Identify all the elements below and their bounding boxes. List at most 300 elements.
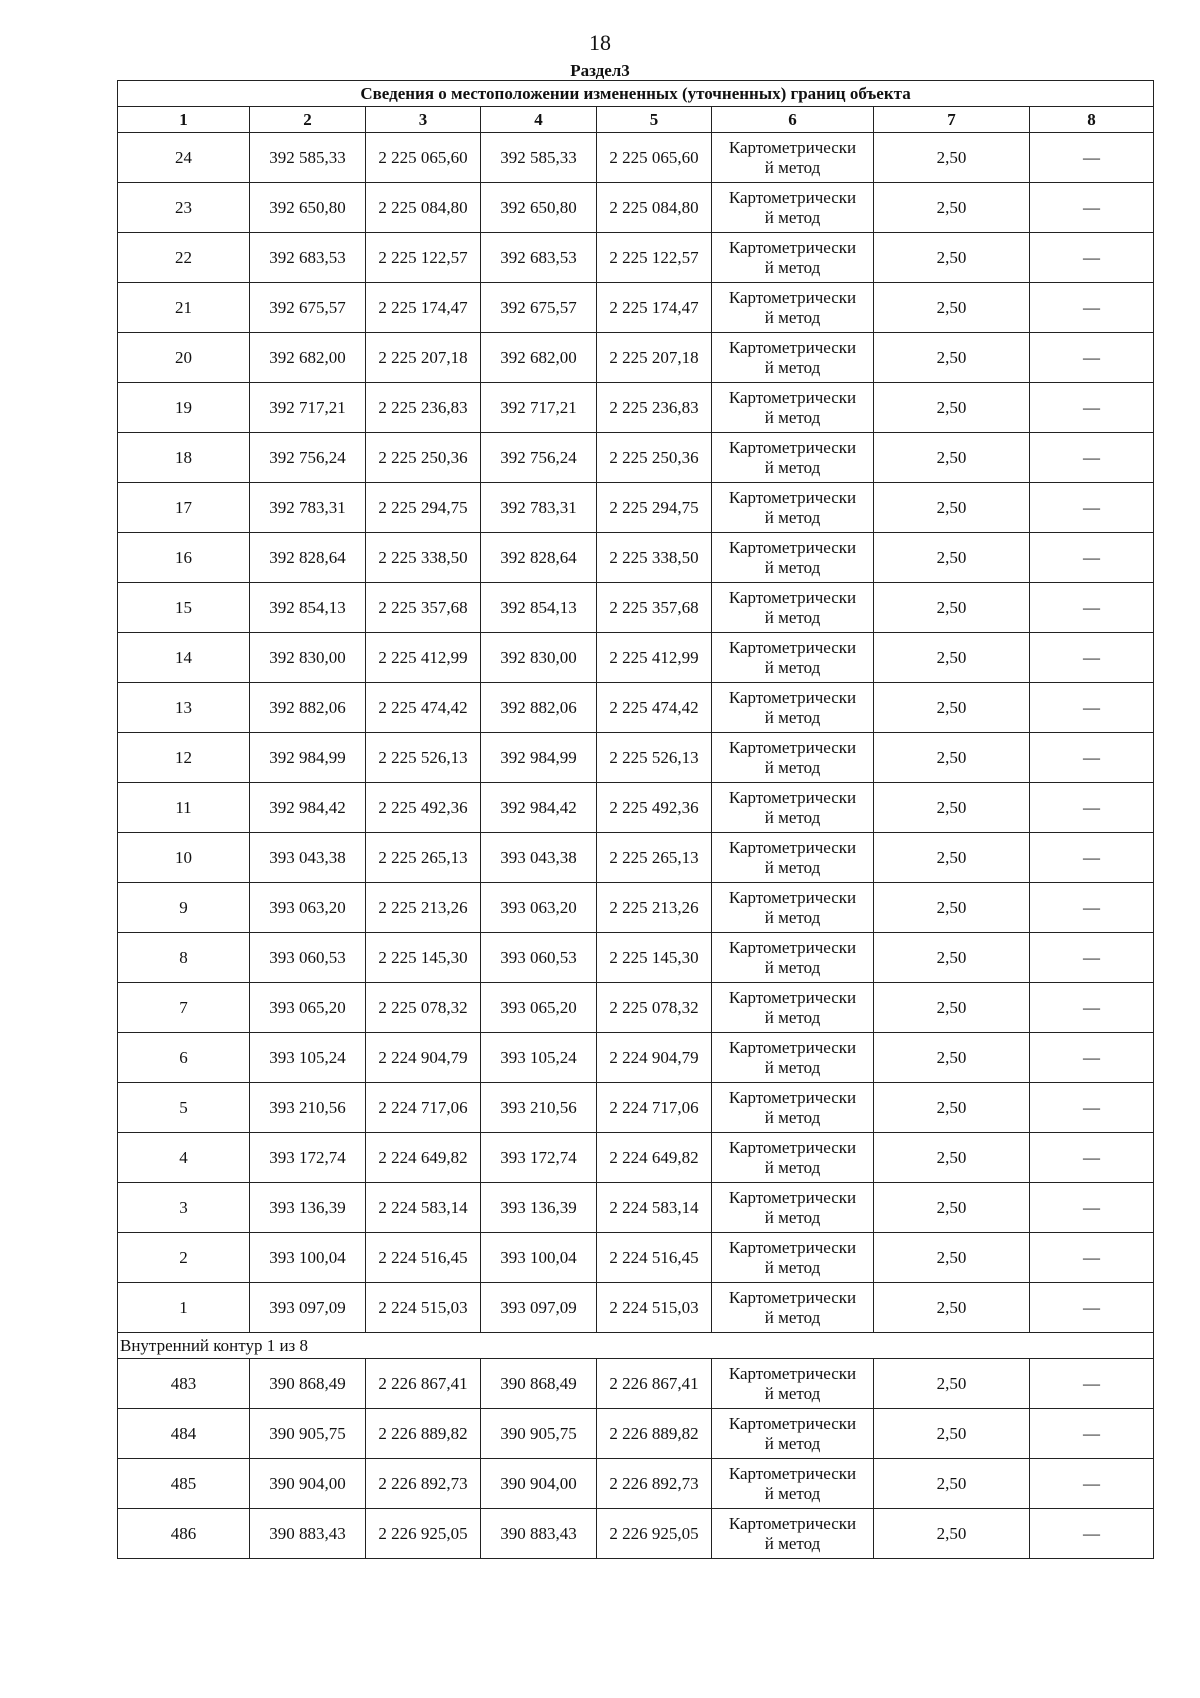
coord-y-new-cell: 2 226 867,41 (597, 1359, 712, 1409)
method-text-line1: Картометрически (728, 387, 857, 407)
description-cell: — (1030, 783, 1154, 833)
coord-x-new-cell: 392 783,31 (481, 483, 597, 533)
method-text-line1: Картометрически (728, 937, 857, 957)
description-cell: — (1030, 183, 1154, 233)
point-number-cell: 16 (118, 533, 250, 583)
coord-x-old-cell: 393 136,39 (250, 1183, 366, 1233)
description-cell: — (1030, 1133, 1154, 1183)
coord-x-new-cell: 392 585,33 (481, 133, 597, 183)
coord-y-old-cell: 2 224 516,45 (366, 1233, 481, 1283)
coord-x-new-cell: 393 172,74 (481, 1133, 597, 1183)
coord-y-new-cell: 2 225 145,30 (597, 933, 712, 983)
description-cell: — (1030, 1283, 1154, 1333)
table-row (118, 533, 1154, 583)
method-text-line2: й метод (764, 1433, 821, 1453)
method-text-line1: Картометрически (728, 887, 857, 907)
method-text-line1: Картометрически (728, 637, 857, 657)
column-header: 7 (874, 107, 1030, 133)
coord-x-new-cell: 390 883,43 (481, 1509, 597, 1559)
column-header: 6 (712, 107, 874, 133)
coord-y-old-cell: 2 225 412,99 (366, 633, 481, 683)
method-cell (712, 983, 874, 1033)
description-cell: — (1030, 433, 1154, 483)
table-row (118, 233, 1154, 283)
coord-y-new-cell: 2 225 357,68 (597, 583, 712, 633)
coord-x-old-cell: 392 717,21 (250, 383, 366, 433)
method-cell (712, 783, 874, 833)
coord-x-old-cell: 392 854,13 (250, 583, 366, 633)
method-cell (712, 633, 874, 683)
method-text-line1: Картометрически (728, 137, 857, 157)
point-number-cell: 485 (118, 1459, 250, 1509)
coord-x-old-cell: 393 065,20 (250, 983, 366, 1033)
point-number-cell: 10 (118, 833, 250, 883)
precision-cell: 2,50 (874, 583, 1030, 633)
method-text-line2: й метод (764, 1107, 821, 1127)
coord-x-new-cell: 392 984,42 (481, 783, 597, 833)
table-row (118, 1233, 1154, 1283)
column-header: 5 (597, 107, 712, 133)
coord-y-new-cell: 2 225 492,36 (597, 783, 712, 833)
point-number-cell: 21 (118, 283, 250, 333)
method-cell (712, 1459, 874, 1509)
point-number-cell: 24 (118, 133, 250, 183)
coord-y-old-cell: 2 225 065,60 (366, 133, 481, 183)
coord-y-old-cell: 2 225 492,36 (366, 783, 481, 833)
precision-cell: 2,50 (874, 1083, 1030, 1133)
coord-x-old-cell: 392 830,00 (250, 633, 366, 683)
method-text-line2: й метод (764, 1207, 821, 1227)
point-number-cell: 17 (118, 483, 250, 533)
coord-y-old-cell: 2 225 207,18 (366, 333, 481, 383)
coord-y-new-cell: 2 225 174,47 (597, 283, 712, 333)
coord-y-old-cell: 2 226 889,82 (366, 1409, 481, 1459)
method-cell (712, 583, 874, 633)
table-row (118, 1409, 1154, 1459)
precision-cell: 2,50 (874, 933, 1030, 983)
method-text-line1: Картометрически (728, 1137, 857, 1157)
coord-y-new-cell: 2 225 207,18 (597, 333, 712, 383)
precision-cell: 2,50 (874, 633, 1030, 683)
description-cell: — (1030, 1233, 1154, 1283)
precision-cell: 2,50 (874, 1283, 1030, 1333)
method-cell (712, 683, 874, 733)
method-cell (712, 883, 874, 933)
method-text-line2: й метод (764, 507, 821, 527)
description-cell: — (1030, 483, 1154, 533)
description-cell: — (1030, 733, 1154, 783)
coord-y-old-cell: 2 225 250,36 (366, 433, 481, 483)
coord-x-new-cell: 392 682,00 (481, 333, 597, 383)
table-row (118, 283, 1154, 333)
description-cell: — (1030, 1459, 1154, 1509)
method-text-line1: Картометрически (728, 1037, 857, 1057)
method-text-line1: Картометрически (728, 1087, 857, 1107)
method-text-line2: й метод (764, 1307, 821, 1327)
coord-x-new-cell: 393 105,24 (481, 1033, 597, 1083)
table-row (118, 433, 1154, 483)
description-cell: — (1030, 683, 1154, 733)
coord-x-old-cell: 390 904,00 (250, 1459, 366, 1509)
description-cell: — (1030, 383, 1154, 433)
coord-x-old-cell: 393 105,24 (250, 1033, 366, 1083)
column-header: 2 (250, 107, 366, 133)
description-cell: — (1030, 1183, 1154, 1233)
method-text-line1: Картометрически (728, 1513, 857, 1533)
table-row (118, 633, 1154, 683)
coord-y-new-cell: 2 226 892,73 (597, 1459, 712, 1509)
precision-cell: 2,50 (874, 233, 1030, 283)
point-number-cell: 18 (118, 433, 250, 483)
coord-x-old-cell: 393 100,04 (250, 1233, 366, 1283)
coord-x-new-cell: 392 828,64 (481, 533, 597, 583)
coord-y-new-cell: 2 224 717,06 (597, 1083, 712, 1133)
coord-y-old-cell: 2 225 174,47 (366, 283, 481, 333)
point-number-cell: 12 (118, 733, 250, 783)
precision-cell: 2,50 (874, 1409, 1030, 1459)
contour-label: Внутренний контур 1 из 8 (118, 1333, 1154, 1359)
coord-y-new-cell: 2 224 904,79 (597, 1033, 712, 1083)
precision-cell: 2,50 (874, 533, 1030, 583)
point-number-cell: 486 (118, 1509, 250, 1559)
coord-y-new-cell: 2 225 122,57 (597, 233, 712, 283)
point-number-cell: 3 (118, 1183, 250, 1233)
method-text-line1: Картометрически (728, 187, 857, 207)
method-text-line2: й метод (764, 857, 821, 877)
page-number: 18 (589, 30, 611, 55)
description-cell: — (1030, 1083, 1154, 1133)
contour-label-row (118, 1333, 1154, 1359)
method-cell (712, 833, 874, 883)
method-text-line1: Картометрически (728, 1363, 857, 1383)
coord-y-new-cell: 2 225 250,36 (597, 433, 712, 483)
point-number-cell: 484 (118, 1409, 250, 1459)
coord-y-old-cell: 2 224 904,79 (366, 1033, 481, 1083)
description-cell: — (1030, 1409, 1154, 1459)
description-cell: — (1030, 333, 1154, 383)
coord-x-old-cell: 392 984,99 (250, 733, 366, 783)
method-cell (712, 1509, 874, 1559)
coord-x-new-cell: 392 756,24 (481, 433, 597, 483)
coord-x-old-cell: 392 650,80 (250, 183, 366, 233)
section-title: Раздел3 (570, 61, 630, 80)
method-cell (712, 733, 874, 783)
table-row (118, 883, 1154, 933)
coord-y-old-cell: 2 225 338,50 (366, 533, 481, 583)
coord-y-new-cell: 2 224 649,82 (597, 1133, 712, 1183)
coord-x-old-cell: 392 683,53 (250, 233, 366, 283)
method-text-line1: Картометрически (728, 237, 857, 257)
method-cell (712, 133, 874, 183)
method-cell (712, 1359, 874, 1409)
column-header: 4 (481, 107, 597, 133)
description-cell: — (1030, 833, 1154, 883)
method-text-line1: Картометрически (728, 537, 857, 557)
precision-cell: 2,50 (874, 833, 1030, 883)
method-text-line2: й метод (764, 957, 821, 977)
coord-x-old-cell: 392 828,64 (250, 533, 366, 583)
table-row (118, 133, 1154, 183)
coord-x-new-cell: 393 065,20 (481, 983, 597, 1033)
table-row (118, 333, 1154, 383)
method-text-line1: Картометрически (728, 837, 857, 857)
coord-x-new-cell: 390 868,49 (481, 1359, 597, 1409)
coord-x-new-cell: 393 063,20 (481, 883, 597, 933)
coord-y-new-cell: 2 224 516,45 (597, 1233, 712, 1283)
coord-x-new-cell: 392 717,21 (481, 383, 597, 433)
coord-y-old-cell: 2 225 265,13 (366, 833, 481, 883)
coord-y-new-cell: 2 225 213,26 (597, 883, 712, 933)
coord-x-old-cell: 390 883,43 (250, 1509, 366, 1559)
point-number-cell: 1 (118, 1283, 250, 1333)
method-text-line2: й метод (764, 407, 821, 427)
table-row (118, 1083, 1154, 1133)
coord-x-old-cell: 392 585,33 (250, 133, 366, 183)
coord-x-new-cell: 392 984,99 (481, 733, 597, 783)
precision-cell: 2,50 (874, 683, 1030, 733)
precision-cell: 2,50 (874, 1359, 1030, 1409)
coord-x-new-cell: 393 060,53 (481, 933, 597, 983)
coord-x-old-cell: 393 043,38 (250, 833, 366, 883)
coord-y-new-cell: 2 225 338,50 (597, 533, 712, 583)
method-cell (712, 283, 874, 333)
coord-x-new-cell: 392 683,53 (481, 233, 597, 283)
method-text-line2: й метод (764, 157, 821, 177)
method-text-line1: Картометрически (728, 487, 857, 507)
precision-cell: 2,50 (874, 1509, 1030, 1559)
method-cell (712, 1409, 874, 1459)
description-cell: — (1030, 583, 1154, 633)
method-cell (712, 333, 874, 383)
table-row (118, 783, 1154, 833)
table-row (118, 383, 1154, 433)
method-text-line2: й метод (764, 357, 821, 377)
table-row (118, 833, 1154, 883)
method-text-line1: Картометрически (728, 1413, 857, 1433)
precision-cell: 2,50 (874, 183, 1030, 233)
coord-y-old-cell: 2 225 213,26 (366, 883, 481, 933)
precision-cell: 2,50 (874, 1459, 1030, 1509)
coord-y-new-cell: 2 225 084,80 (597, 183, 712, 233)
point-number-cell: 22 (118, 233, 250, 283)
coord-x-old-cell: 392 756,24 (250, 433, 366, 483)
coord-y-new-cell: 2 226 889,82 (597, 1409, 712, 1459)
coord-y-new-cell: 2 225 236,83 (597, 383, 712, 433)
coord-y-new-cell: 2 225 078,32 (597, 983, 712, 1033)
coord-x-old-cell: 393 097,09 (250, 1283, 366, 1333)
method-text-line2: й метод (764, 607, 821, 627)
method-text-line2: й метод (764, 1257, 821, 1277)
precision-cell: 2,50 (874, 1133, 1030, 1183)
method-text-line1: Картометрически (728, 437, 857, 457)
method-text-line2: й метод (764, 1483, 821, 1503)
point-number-cell: 4 (118, 1133, 250, 1183)
method-cell (712, 1233, 874, 1283)
coord-y-old-cell: 2 226 892,73 (366, 1459, 481, 1509)
boundary-coordinates-table (117, 80, 1154, 1559)
coord-x-new-cell: 390 904,00 (481, 1459, 597, 1509)
point-number-cell: 7 (118, 983, 250, 1033)
description-cell: — (1030, 283, 1154, 333)
coord-y-old-cell: 2 224 583,14 (366, 1183, 481, 1233)
precision-cell: 2,50 (874, 1183, 1030, 1233)
method-text-line1: Картометрически (728, 687, 857, 707)
method-text-line1: Картометрически (728, 1287, 857, 1307)
coord-x-new-cell: 392 675,57 (481, 283, 597, 333)
method-cell (712, 433, 874, 483)
table-row (118, 483, 1154, 533)
coord-y-old-cell: 2 225 526,13 (366, 733, 481, 783)
method-cell (712, 933, 874, 983)
table-caption-row (118, 81, 1154, 107)
coord-y-new-cell: 2 224 515,03 (597, 1283, 712, 1333)
point-number-cell: 5 (118, 1083, 250, 1133)
method-text-line1: Картометрически (728, 987, 857, 1007)
method-cell (712, 233, 874, 283)
precision-cell: 2,50 (874, 483, 1030, 533)
coord-x-new-cell: 393 210,56 (481, 1083, 597, 1133)
method-text-line2: й метод (764, 757, 821, 777)
table-caption: Сведения о местоположении измененных (уточненных) границ объекта (118, 81, 1154, 107)
method-text-line1: Картометрически (728, 337, 857, 357)
point-number-cell: 11 (118, 783, 250, 833)
coord-y-old-cell: 2 225 122,57 (366, 233, 481, 283)
coord-x-new-cell: 393 043,38 (481, 833, 597, 883)
coord-y-old-cell: 2 225 078,32 (366, 983, 481, 1033)
coord-x-new-cell: 392 882,06 (481, 683, 597, 733)
method-text-line1: Картометрически (728, 1463, 857, 1483)
method-text-line2: й метод (764, 657, 821, 677)
method-text-line2: й метод (764, 807, 821, 827)
description-cell: — (1030, 1033, 1154, 1083)
point-number-cell: 6 (118, 1033, 250, 1083)
table-row (118, 583, 1154, 633)
coord-x-old-cell: 393 060,53 (250, 933, 366, 983)
method-text-line2: й метод (764, 257, 821, 277)
method-text-line1: Картометрически (728, 787, 857, 807)
method-text-line1: Картометрически (728, 587, 857, 607)
method-cell (712, 533, 874, 583)
precision-cell: 2,50 (874, 983, 1030, 1033)
coord-y-new-cell: 2 225 265,13 (597, 833, 712, 883)
coord-y-old-cell: 2 224 515,03 (366, 1283, 481, 1333)
table-row (118, 1283, 1154, 1333)
column-header: 1 (118, 107, 250, 133)
precision-cell: 2,50 (874, 433, 1030, 483)
method-cell (712, 483, 874, 533)
description-cell: — (1030, 133, 1154, 183)
method-text-line2: й метод (764, 1157, 821, 1177)
description-cell: — (1030, 533, 1154, 583)
table-row (118, 1359, 1154, 1409)
column-header: 3 (366, 107, 481, 133)
precision-cell: 2,50 (874, 1033, 1030, 1083)
method-text-line2: й метод (764, 307, 821, 327)
coord-x-old-cell: 392 882,06 (250, 683, 366, 733)
method-cell (712, 183, 874, 233)
method-text-line2: й метод (764, 1057, 821, 1077)
coord-x-new-cell: 393 100,04 (481, 1233, 597, 1283)
coord-y-old-cell: 2 225 236,83 (366, 383, 481, 433)
column-header: 8 (1030, 107, 1154, 133)
point-number-cell: 9 (118, 883, 250, 933)
precision-cell: 2,50 (874, 333, 1030, 383)
coord-x-old-cell: 392 783,31 (250, 483, 366, 533)
coord-x-old-cell: 392 675,57 (250, 283, 366, 333)
coord-x-old-cell: 390 905,75 (250, 1409, 366, 1459)
method-cell (712, 1033, 874, 1083)
point-number-cell: 19 (118, 383, 250, 433)
coord-x-new-cell: 392 650,80 (481, 183, 597, 233)
point-number-cell: 13 (118, 683, 250, 733)
coord-y-old-cell: 2 225 357,68 (366, 583, 481, 633)
coord-y-new-cell: 2 225 065,60 (597, 133, 712, 183)
method-text-line1: Картометрически (728, 737, 857, 757)
coord-x-new-cell: 393 136,39 (481, 1183, 597, 1233)
point-number-cell: 20 (118, 333, 250, 383)
coord-y-old-cell: 2 225 294,75 (366, 483, 481, 533)
description-cell: — (1030, 933, 1154, 983)
coord-y-new-cell: 2 226 925,05 (597, 1509, 712, 1559)
description-cell: — (1030, 983, 1154, 1033)
table-row (118, 683, 1154, 733)
description-cell: — (1030, 233, 1154, 283)
description-cell: — (1030, 883, 1154, 933)
description-cell: — (1030, 633, 1154, 683)
coord-y-old-cell: 2 225 145,30 (366, 933, 481, 983)
coord-y-old-cell: 2 225 084,80 (366, 183, 481, 233)
method-text-line2: й метод (764, 907, 821, 927)
point-number-cell: 14 (118, 633, 250, 683)
point-number-cell: 15 (118, 583, 250, 633)
table-row (118, 183, 1154, 233)
coord-y-new-cell: 2 225 474,42 (597, 683, 712, 733)
coord-y-old-cell: 2 225 474,42 (366, 683, 481, 733)
method-text-line1: Картометрически (728, 1237, 857, 1257)
method-text-line2: й метод (764, 707, 821, 727)
coord-x-old-cell: 393 210,56 (250, 1083, 366, 1133)
table-row (118, 1033, 1154, 1083)
column-header-row (118, 107, 1154, 133)
coord-y-new-cell: 2 225 526,13 (597, 733, 712, 783)
point-number-cell: 483 (118, 1359, 250, 1409)
coord-x-old-cell: 392 984,42 (250, 783, 366, 833)
precision-cell: 2,50 (874, 783, 1030, 833)
method-cell (712, 383, 874, 433)
method-text-line1: Картометрически (728, 287, 857, 307)
table-row (118, 983, 1154, 1033)
point-number-cell: 2 (118, 1233, 250, 1283)
point-number-cell: 8 (118, 933, 250, 983)
precision-cell: 2,50 (874, 883, 1030, 933)
coord-y-old-cell: 2 226 867,41 (366, 1359, 481, 1409)
description-cell: — (1030, 1359, 1154, 1409)
coord-x-new-cell: 392 830,00 (481, 633, 597, 683)
coord-y-new-cell: 2 225 412,99 (597, 633, 712, 683)
method-cell (712, 1083, 874, 1133)
table-row (118, 1183, 1154, 1233)
point-number-cell: 23 (118, 183, 250, 233)
method-text-line2: й метод (764, 207, 821, 227)
coord-y-old-cell: 2 226 925,05 (366, 1509, 481, 1559)
precision-cell: 2,50 (874, 383, 1030, 433)
table-row (118, 1133, 1154, 1183)
coord-x-old-cell: 390 868,49 (250, 1359, 366, 1409)
method-text-line1: Картометрически (728, 1187, 857, 1207)
coord-y-new-cell: 2 224 583,14 (597, 1183, 712, 1233)
precision-cell: 2,50 (874, 133, 1030, 183)
table-row (118, 1509, 1154, 1559)
